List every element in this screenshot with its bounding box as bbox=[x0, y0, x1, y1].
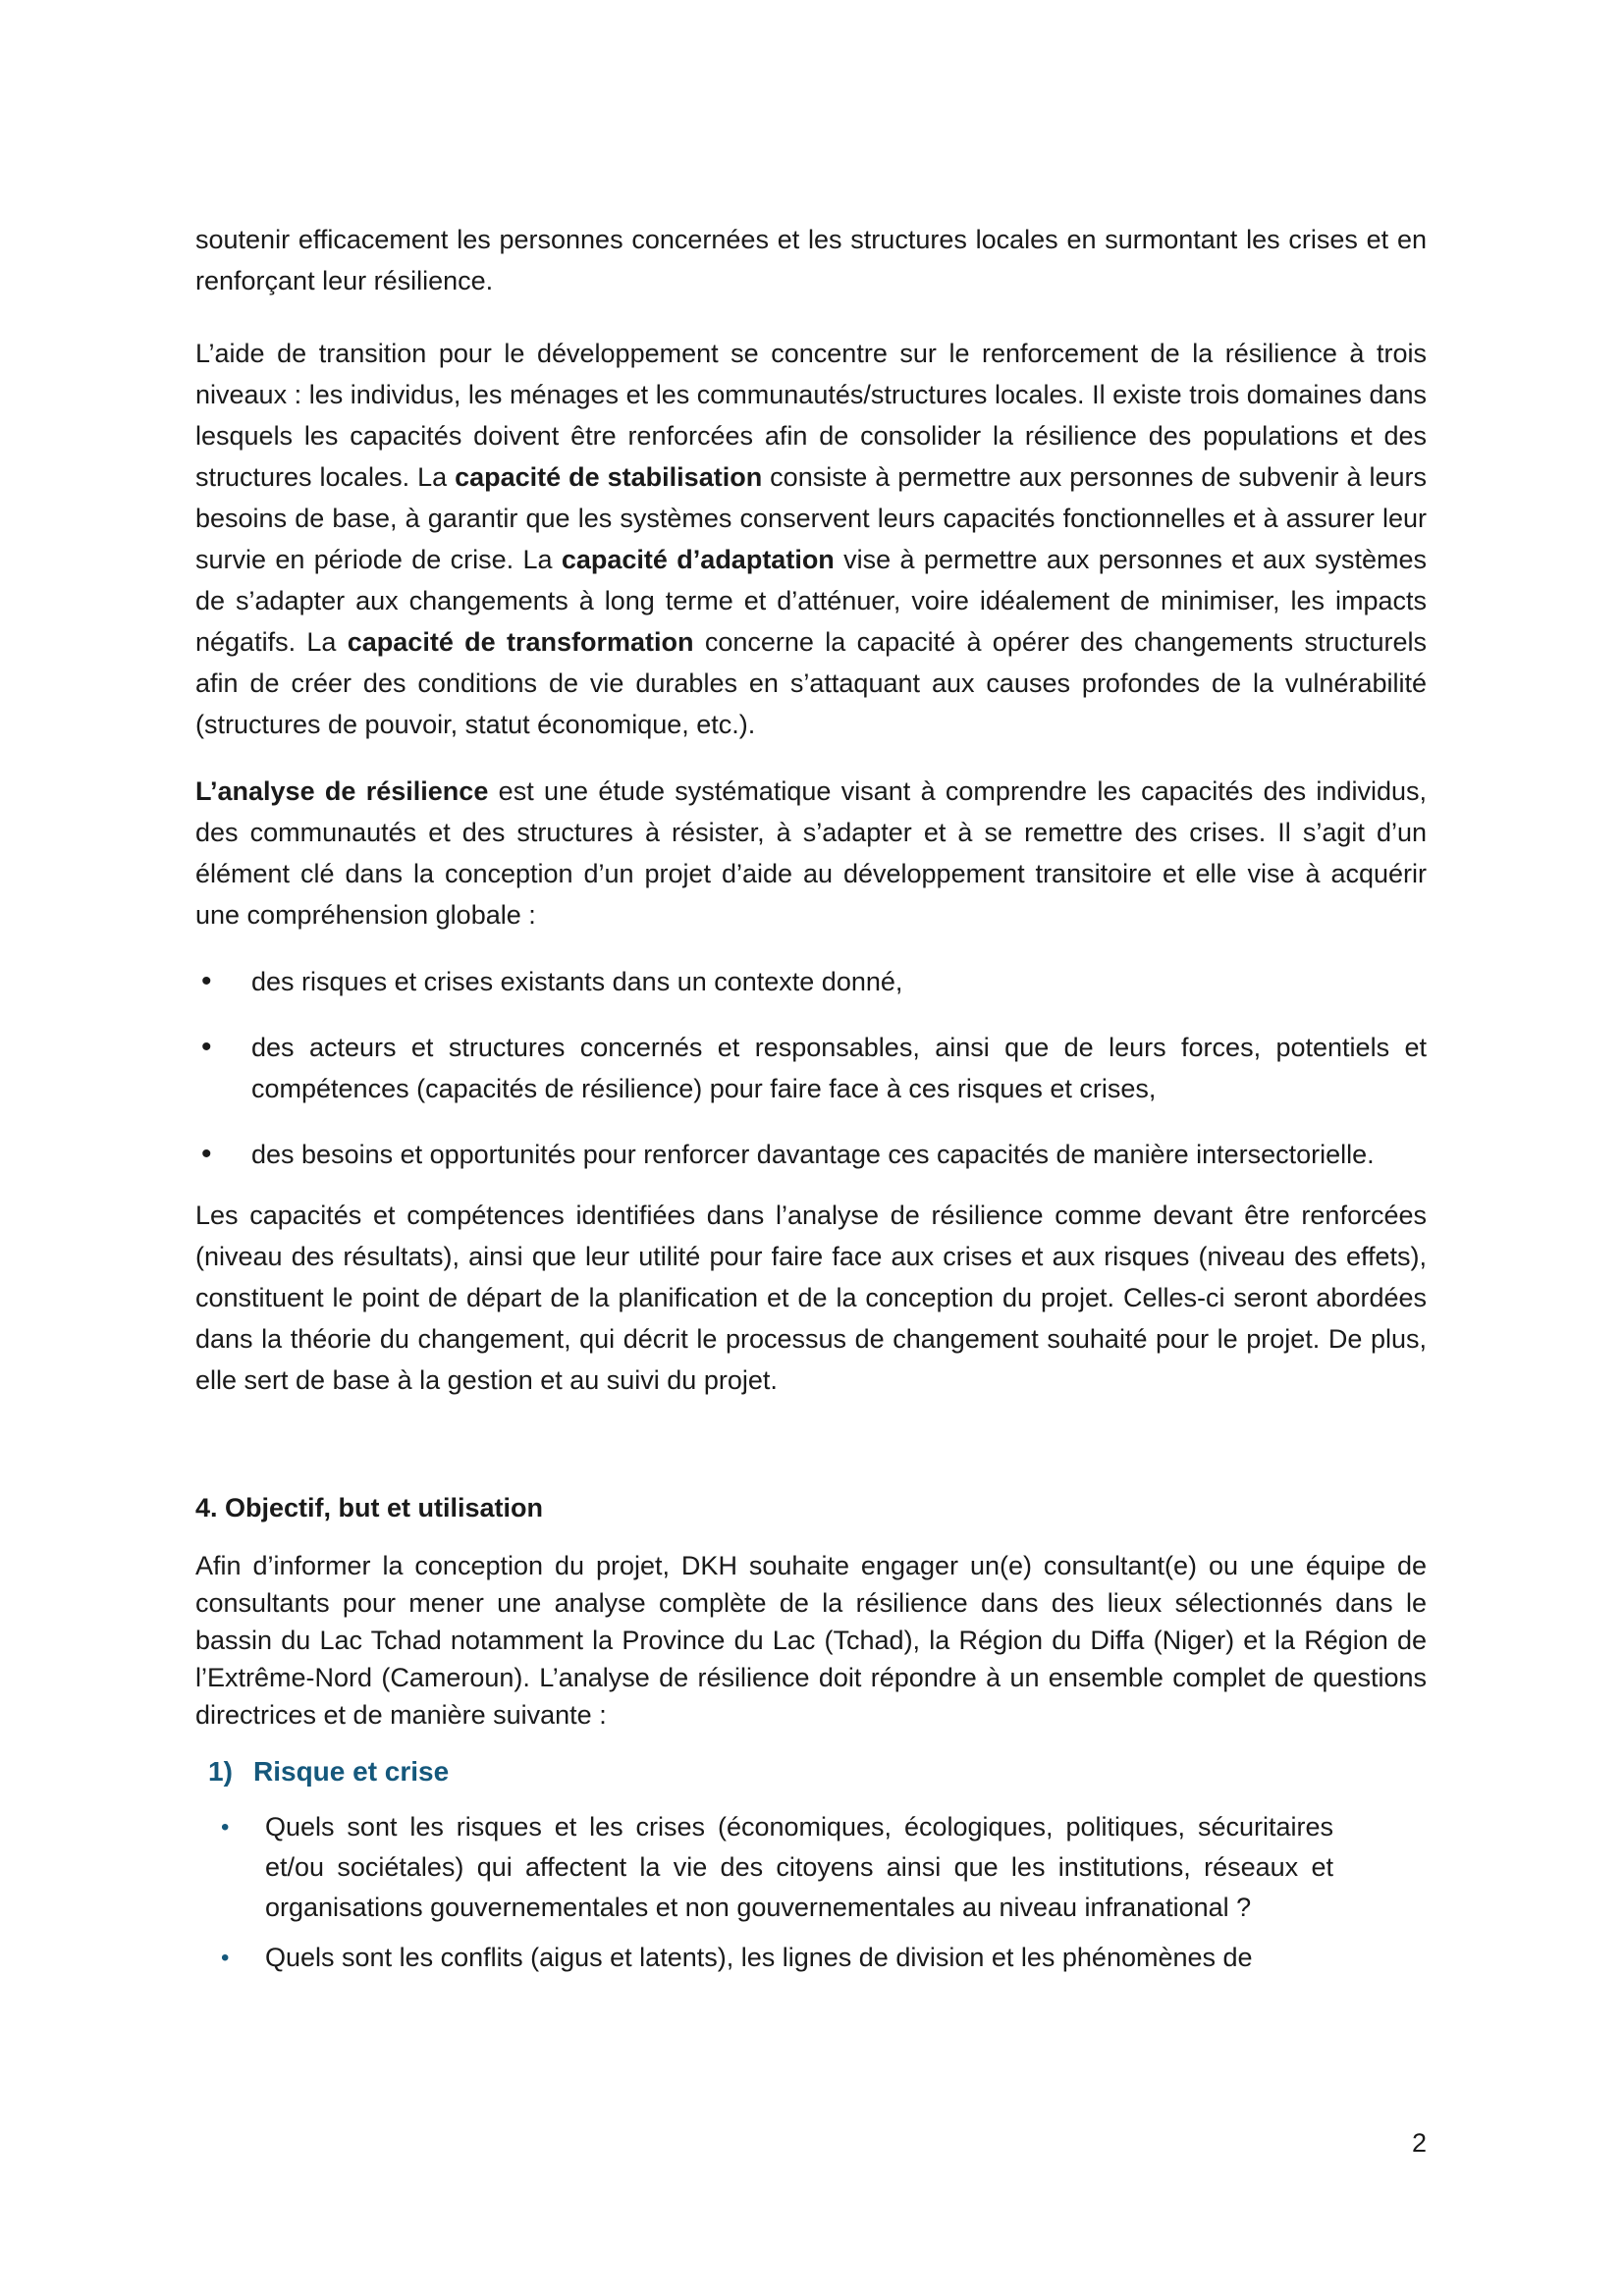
list-item: • des besoins et opportunités pour renforcer davantage ces capacités de manière intersectorielle. bbox=[195, 1134, 1427, 1175]
paragraph-resilience-analysis: L’analyse de résilience est une étude systématique visant à comprendre les capacités des individus, des communautés et des structures à résister, à s’adapter et à se remettre des crises. Il s’agit d’un élément clé dans la conception d’un projet d’aide au développement transitoire et elle vise à acquérir une compréhension globale : bbox=[195, 776, 1427, 930]
paragraph-objective-mandate: Afin d’informer la conception du projet, DKH souhaite engager un(e) consultant(e) ou une équipe de consultants pour mener une analyse complète de la résilience dans des lieux sélectionnés dans le bassin du Lac Tchad notamment la Province du Lac (Tchad), la Région du Diffa (Niger) et la Région de l’Extrême-Nord (Cameroun). L’analyse de résilience doit répondre à un ensemble complet de questions directrices et de manière suivante : bbox=[195, 1551, 1427, 1730]
subsection-number: 1) bbox=[208, 1756, 233, 1787]
document-body bbox=[195, 0, 1427, 1978]
section-heading-objectif: 4. Objectif, but et utilisation bbox=[195, 1493, 544, 1522]
list-item: • des acteurs et structures concernés et responsables, ainsi que de leurs forces, potentiels et compétences (capacités de résilience) pour faire face à ces risques et crises, bbox=[195, 1027, 1427, 1109]
paragraph-transition-aid: L’aide de transition pour le développement se concentre sur le renforcement de la résilience à trois niveaux : les individus, les ménages et les communautés/structures locales. Il existe trois domaines dans lesquels les capacités doivent être renforcées afin de consolider la résilience des populations et des structures locales. La capacité de stabilisation consiste à permettre aux personnes de subvenir à leurs besoins de base, à garantir que les systèmes conservent leurs capacités fonctionnelles et à assurer leur survie en période de crise. La capacité d’adaptation vise à permettre aux personnes et aux systèmes de s’adapter aux changements à long terme et d’atténuer, voire idéalement de minimiser, les impacts négatifs. La capacité de transformation concerne la capacité à opérer des changements structurels afin de créer des conditions de vie durables en s’attaquant aux causes profondes de la vulnérabilité (structures de pouvoir, statut économique, etc.). bbox=[195, 339, 1428, 739]
list-item: • des risques et crises existants dans un contexte donné, bbox=[195, 961, 1427, 1002]
page-number: 2 bbox=[1411, 2128, 1427, 2158]
subsection-label: Risque et crise bbox=[253, 1756, 450, 1787]
paragraph-capacities-starting-point: Les capacités et compétences identifiées dans l’analyse de résilience comme devant être renforcées (niveau des résultats), ainsi que leur utilité pour faire face aux crises et aux risques (niveau des effets), constituent le point de départ de la planification et de la conception du projet. Celles-ci seront abordées dans la théorie du changement, qui décrit le processus de changement souhaité pour le projet. De plus, elle sert de base à la gestion et au suivi du projet. bbox=[195, 1201, 1427, 1395]
list-item: • Quels sont les conflits (aigus et latents), les lignes de division et les phénomènes de bbox=[195, 1938, 1427, 1978]
analysis-scope-list bbox=[195, 961, 1427, 1175]
paragraph-intro-continuation: soutenir efficacement les personnes concernées et les structures locales en surmontant les crises et en renforçant leur résilience. bbox=[195, 225, 1427, 295]
list-item: • Quels sont les risques et les crises (économiques, écologiques, politiques, sécuritaires et/ou sociétales) qui affectent la vie des citoyens ainsi que les institutions, réseaux et organisations gouvernementales et non gouvernementales au niveau infranational ? bbox=[195, 1807, 1427, 1928]
risk-question-list bbox=[195, 1807, 1427, 1978]
subsection-heading-risque-et-crise bbox=[195, 1751, 1427, 1792]
